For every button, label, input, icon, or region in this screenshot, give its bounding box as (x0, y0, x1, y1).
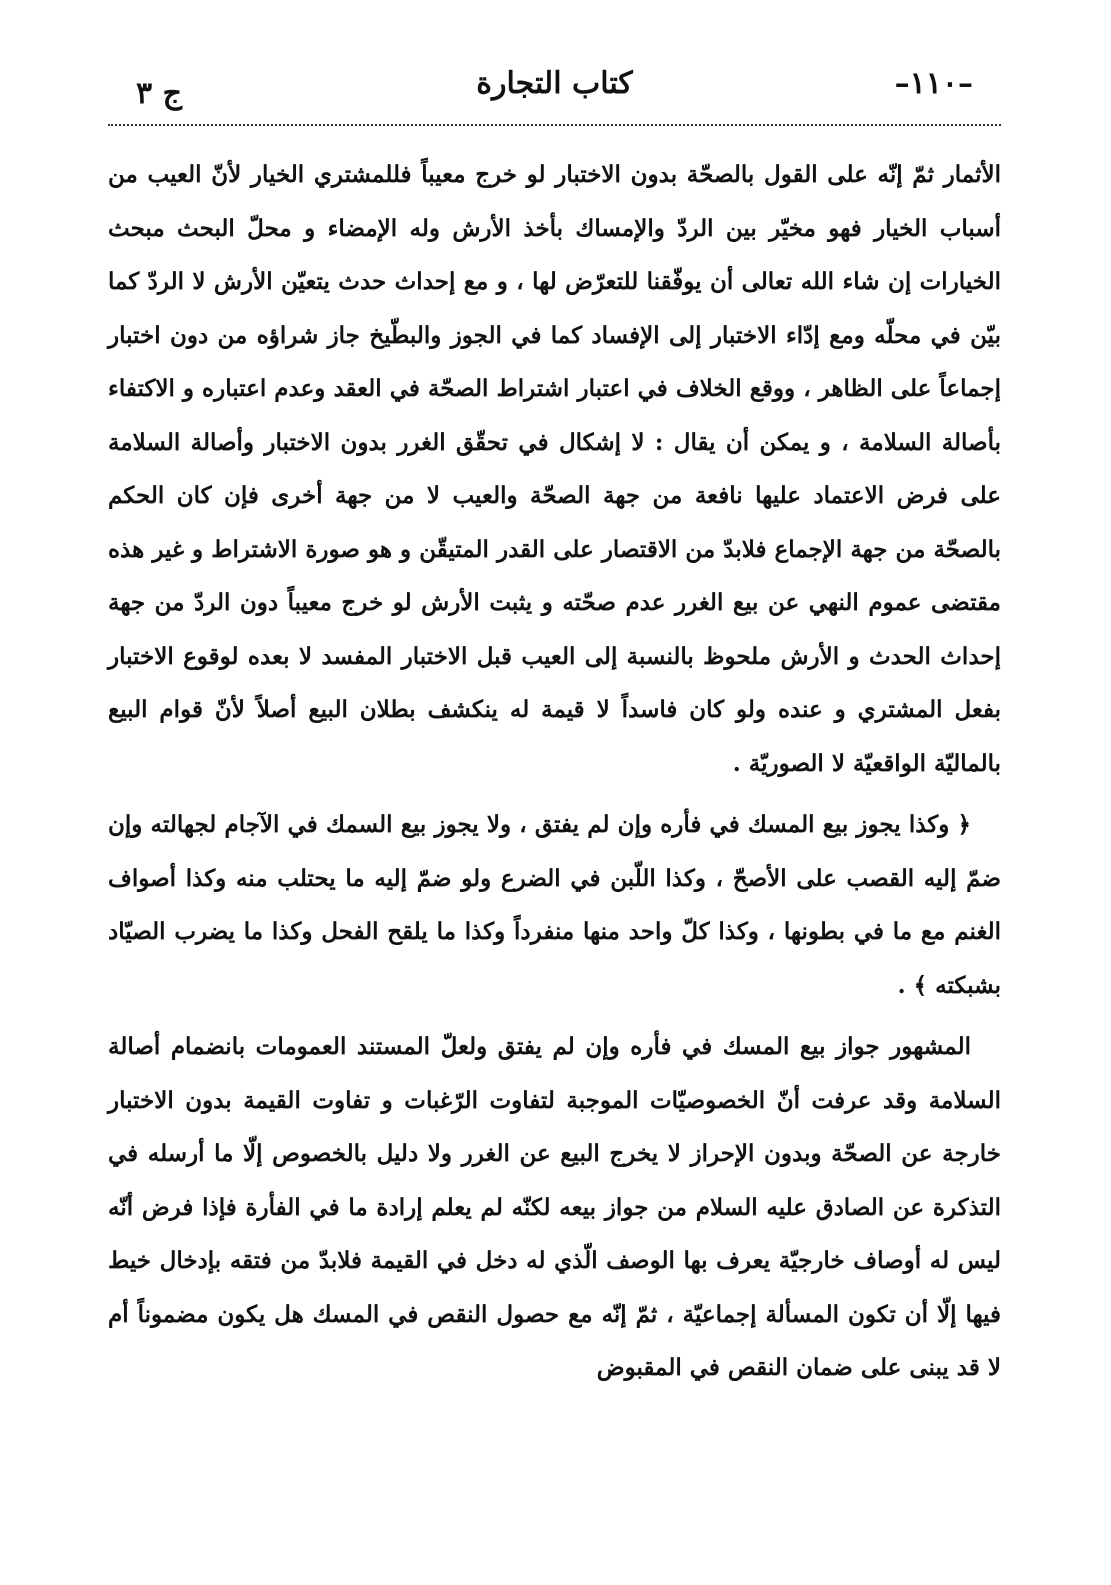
page-number: –۱۱۰– (894, 66, 973, 101)
commentary-paragraph-2: المشهور جواز بيع المسك في فأره وإن لم يفتق ولعلّ المستند العمومات بانضمام أصالة السلامة وقد عرفت أنّ الخصوصيّات الموجبة لتفاوت الرّغبات و تفاوت القيمة بدون الاختبار خارجة عن الصحّة وبدون الإحراز لا يخرج البيع عن الغرر ولا دليل بالخصوص إلّا ما أرسله في التذكرة عن الصادق عليه السلام من جواز بيعه لكنّه لم يعلم إرادة ما في الفأرة فإذا فرض أنّه ليس له أوصاف خارجيّة يعرف بها الوصف الّذي له دخل في القيمة فلابدّ من فتقه بإدخال خيط فيها إلّا أن تكون المسألة إجماعيّة ، ثمّ إنّه مع حصول النقص في المسك هل يكون مضموناً أم لا قد يبنى على ضمان النقص في المقبوض (108, 1033, 1001, 1381)
book-title: كتاب التجارة (476, 66, 633, 101)
page-header (108, 58, 1001, 118)
commentary-paragraph-1: الأثمار ثمّ إنّه على القول بالصحّة بدون الاختبار لو خرج معيباً فللمشتري الخيار لأنّ العيب من أسباب الخيار فهو مخيّر بين الردّ والإمساك بأخذ الأرش وله الإمضاء و محلّ البحث مبحث الخيارات إن شاء الله تعالى أن يوفّقنا للتعرّض لها ، و مع إحداث حدث يتعيّن الأرش لا الردّ كما بيّن في محلّه ومع إدّاء الاختبار إلى الإفساد كما في الجوز والبطّيخ جاز شراؤه من دون اختبار إجماعاً على الظاهر ، ووقع الخلاف في اعتبار اشتراط الصحّة في العقد وعدم اعتباره و الاكتفاء بأصالة السلامة ، و يمكن أن يقال : لا إشكال في تحقّق الغرر بدون الاختبار وأصالة السلامة على فرض الاعتماد عليها نافعة من جهة الصحّة والعيب لا من جهة أخرى فإن كان الحكم بالصحّة من جهة الإجماع فلابدّ من الاقتصار على القدر المتيقّن و هو صورة الاشتراط و غير هذه مقتضى عموم النهي عن بيع الغرر عدم صحّته و يثبت الأرش لو خرج معيباً دون الردّ من جهة إحداث الحدث و الأرش ملحوظ بالنسبة إلى العيب قبل الاختبار المفسد لا بعده لوقوع الاختبار بفعل المشتري و عنده ولو كان فاسداً لا قيمة له ينكشف بطلان البيع أصلاً لأنّ قوام البيع بالماليّة الواقعيّة لا الصوريّة . (108, 161, 1001, 777)
header-divider (108, 124, 1001, 126)
body-text (108, 148, 1001, 1395)
main-text-paragraph: ﴿ وكذا يجوز بيع المسك في فأره وإن لم يفتق ، ولا يجوز بيع السمك في الآجام لجهالته وإن ضمّ إليه القصب على الأصحّ ، وكذا اللّبن في الضرع ولو ضمّ إليه ما يحتلب منه وكذا أصواف الغنم مع ما في بطونها ، وكذا كلّ واحد منها منفرداً وكذا ما يلقح الفحل وكذا ما يضرب الصيّاد بشبكته ﴾ . (108, 811, 1001, 999)
volume-label: ج ۳ (136, 76, 182, 111)
